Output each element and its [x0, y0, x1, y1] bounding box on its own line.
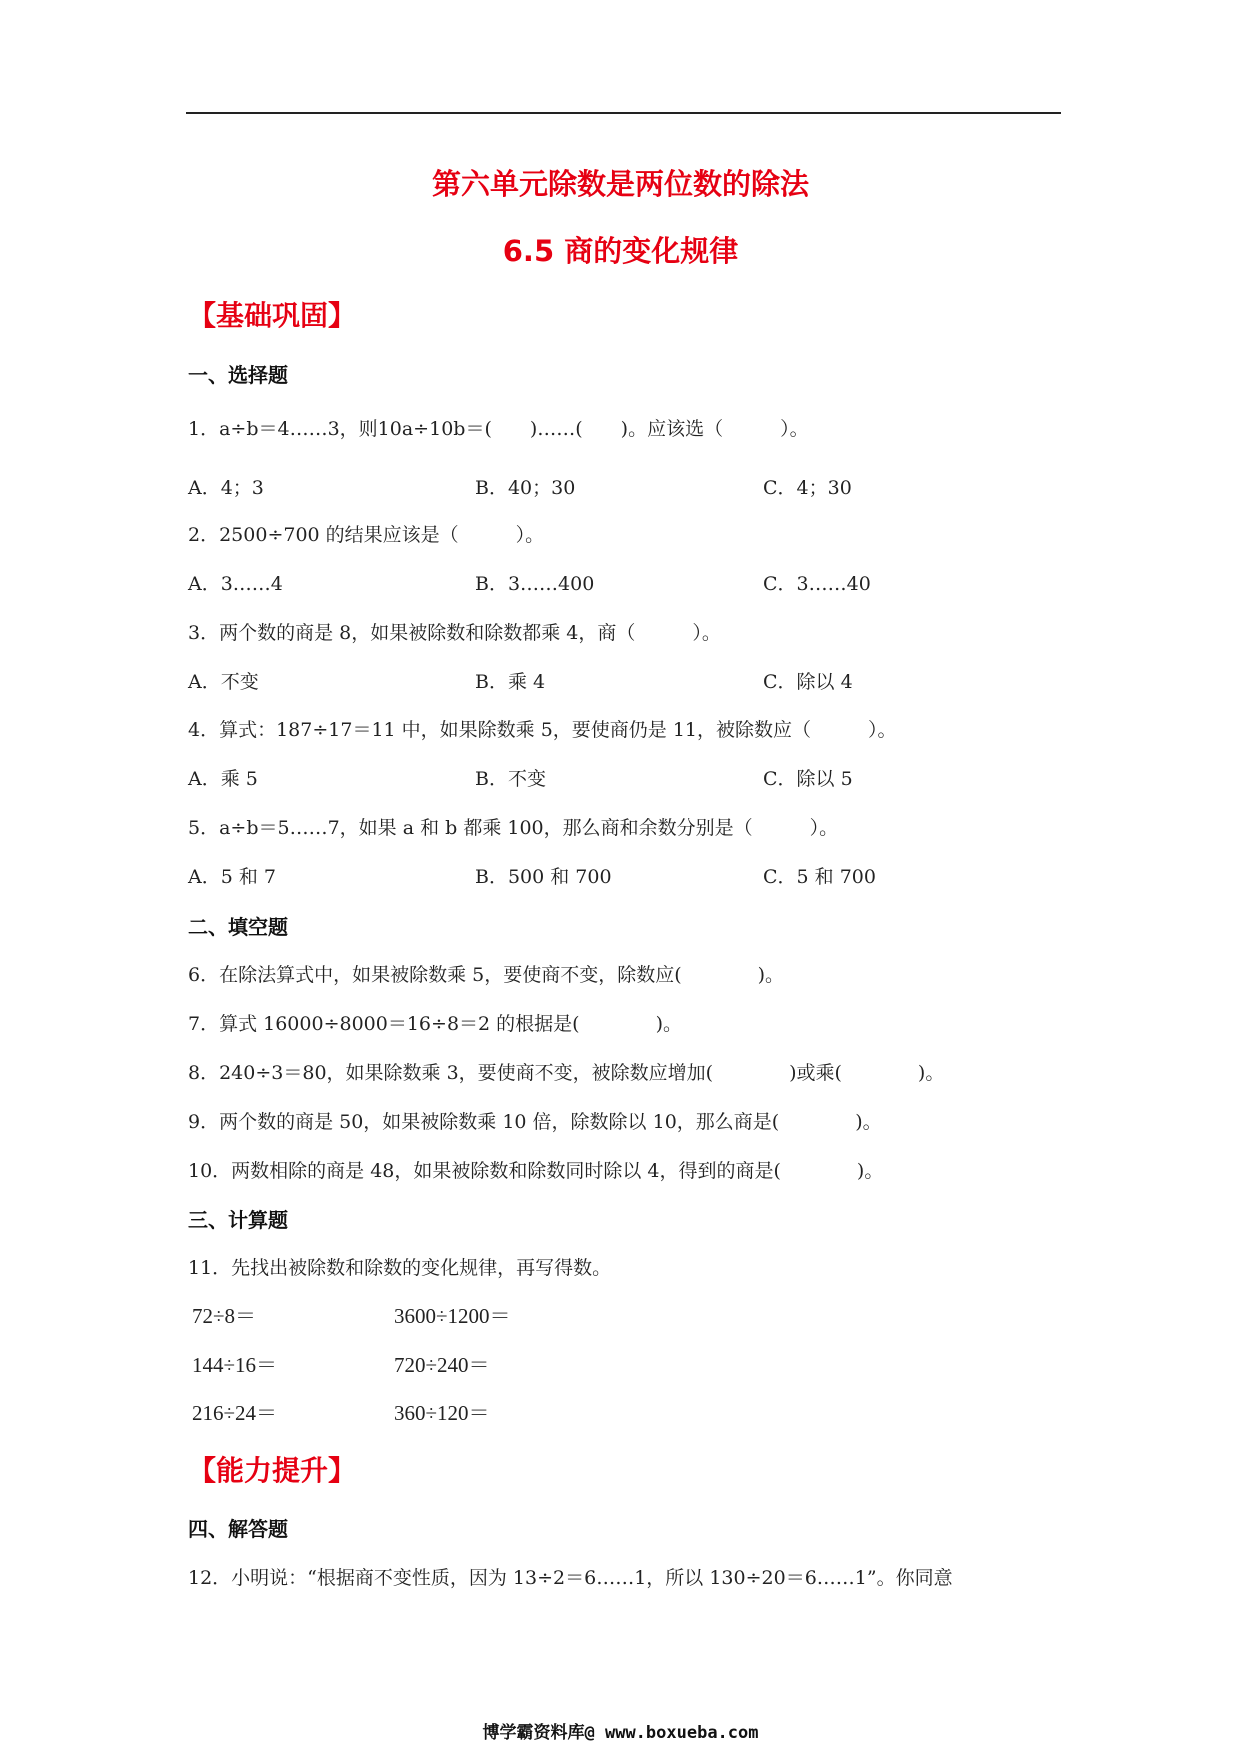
- q5-option-a: A．5 和 7: [188, 866, 276, 888]
- q5-option-c: C．5 和 700: [763, 866, 876, 888]
- question-2: 2．2500÷700 的结果应该是（ ）。: [188, 524, 545, 546]
- calc-left-1: 72÷8＝: [192, 1304, 257, 1328]
- calc-right-2: 720÷240＝: [394, 1353, 490, 1377]
- q1-option-c: C．4；30: [763, 477, 852, 499]
- question-7: 7．算式 16000÷8000＝16÷8＝2 的根据是( )。: [188, 1013, 682, 1035]
- question-10: 10．两数相除的商是 48，如果被除数和除数同时除以 4，得到的商是( )。: [188, 1160, 884, 1182]
- part-answer: 四、解答题: [188, 1517, 288, 1541]
- lesson-title: 6.5 商的变化规律: [502, 234, 739, 268]
- q4-option-a: A．乘 5: [188, 768, 258, 790]
- q4-option-b: B．不变: [475, 768, 546, 790]
- header-rule: [186, 112, 1061, 114]
- unit-title: 第六单元除数是两位数的除法: [431, 167, 809, 201]
- q3-option-b: B．乘 4: [475, 671, 546, 693]
- section-basic: 【基础巩固】: [188, 299, 357, 332]
- section-advanced: 【能力提升】: [188, 1454, 357, 1487]
- question-12: 12．小明说：“根据商不变性质，因为 13÷2＝6……1，所以 130÷20＝6……1”。你同意: [188, 1567, 953, 1589]
- q4-option-c: C．除以 5: [763, 768, 853, 790]
- calc-right-1: 3600÷1200＝: [394, 1304, 511, 1328]
- question-3: 3．两个数的商是 8，如果被除数和除数都乘 4，商（ ）。: [188, 622, 721, 644]
- part-fill-blank: 二、填空题: [188, 915, 288, 939]
- q2-option-b: B．3……400: [475, 573, 595, 595]
- question-5: 5．a÷b＝5……7，如果 a 和 b 都乘 100，那么商和余数分别是（ ）。: [188, 817, 839, 839]
- question-4: 4．算式：187÷17＝11 中，如果除数乘 5，要使商仍是 11，被除数应（ ）。: [188, 719, 897, 741]
- calc-left-3: 216÷24＝: [192, 1401, 278, 1425]
- footer-watermark: 博学霸资料库@ www.boxueba.com: [482, 1723, 759, 1743]
- q1-option-a: A．4；3: [188, 477, 264, 499]
- part-calculation: 三、计算题: [188, 1208, 288, 1232]
- q2-option-a: A．3……4: [188, 573, 283, 595]
- q1-option-b: B．40；30: [475, 477, 576, 499]
- question-1: 1．a÷b＝4……3，则10a÷10b＝( )……( )。应该选（ ）。: [188, 418, 809, 440]
- question-6: 6．在除法算式中，如果被除数乘 5，要使商不变，除数应( )。: [188, 964, 785, 986]
- part-choice: 一、选择题: [188, 363, 288, 387]
- calc-right-3: 360÷120＝: [394, 1401, 490, 1425]
- question-11: 11．先找出被除数和除数的变化规律，再写得数。: [188, 1257, 612, 1279]
- question-9: 9．两个数的商是 50，如果被除数乘 10 倍，除数除以 10，那么商是( )。: [188, 1111, 882, 1133]
- q3-option-a: A．不变: [188, 671, 259, 693]
- calc-left-2: 144÷16＝: [192, 1353, 278, 1377]
- question-8: 8．240÷3＝80，如果除数乘 3，要使商不变，被除数应增加( )或乘( )。: [188, 1062, 945, 1084]
- q5-option-b: B．500 和 700: [475, 866, 612, 888]
- q3-option-c: C．除以 4: [763, 671, 853, 693]
- q2-option-c: C．3……40: [763, 573, 871, 595]
